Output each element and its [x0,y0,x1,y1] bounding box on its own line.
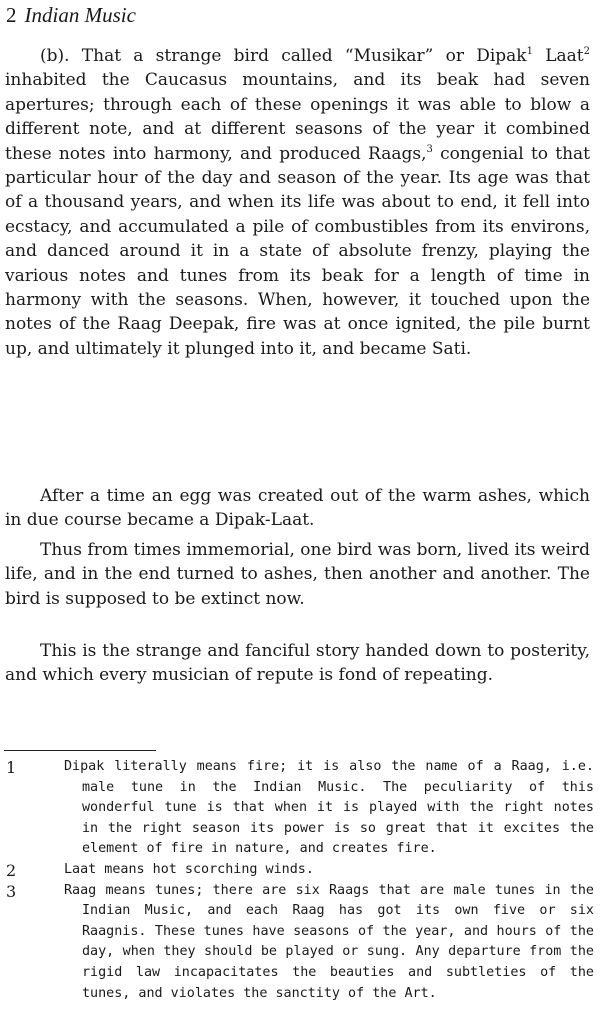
footnote-text: Dipak literally means fire; it is also the name of a Raag, i.e. male tune in the Indian Music. The peculiarity of this wonderful tune is that when it is played with the right notes in the right season its power is so great that it excites the element of fire in nature, and creates fire. [64,759,594,857]
footnote-text: Laat means hot scorching winds. [64,861,314,877]
book-title: Indian Music [24,3,136,27]
footnote-reference: 2 [583,46,591,57]
footnote-number: 3 [6,881,17,901]
paragraph-text: (b). That a strange bird called “Musikar” or Dipak [40,46,527,66]
footnotes [0,757,600,1004]
page-number: 2 [6,3,17,27]
running-head [6,2,136,28]
footnote-3 [0,881,600,1005]
paragraph-cycle: Thus from times immemorial, one bird was born, lived its weird life, and in the end turned to ashes, then another and another. The bird is supposed to be extinct now. [5,540,590,609]
paragraph-story: This is the strange and fanciful story handed down to posterity, and which every musician of repute is fond of repeating. [5,641,590,686]
footnote-2 [0,860,600,881]
footnote-1 [0,757,600,860]
footnote-reference: 1 [526,46,533,57]
paragraph-text: Laat [533,46,584,66]
footnote-text: Raag means tunes; there are six Raags that are male tunes in the Indian Music, and each Raag has got its own five or six Raagnis. These tunes have seasons of the year, and hours of the day, when they should be played or sung. Any departure from the rigid law incapacitates the beauties and subtleties of the tunes, and violates the sanctity of the Art. [64,882,594,1001]
paragraph-egg: After a time an egg was created out of the warm ashes, which in due course became a Dipak-Laat. [5,486,590,531]
footnote-reference: 3 [426,143,433,155]
paragraph-text: congenial to that particular hour of the day and season of the year. Its age was that of a thousand years, and when its life was about to end, it fell into ecstacy, and accumulated a pile of combustibles from its environs, and danced around it in a state of absolute frenzy, playing the various notes and tunes from its beak for a length of time in harmony with the seasons. When, however, it touched upon the notes of the Raag Deepak, fire was at once ignited, the pile burnt up, and ultimately it plunged into it, and became Sati. [5,143,590,359]
paragraph-text: inhabited the Caucasus mountains, and its beak had seven apertures; through each of these openings it was able to blow a different note, and at different seasons of the year it combined these notes into harmony, and produced Raags, [5,70,590,164]
footnote-number: 2 [6,860,17,880]
footnote-divider [4,750,156,751]
paragraph-musikar-bird [5,44,590,361]
footnote-number: 1 [6,758,17,777]
